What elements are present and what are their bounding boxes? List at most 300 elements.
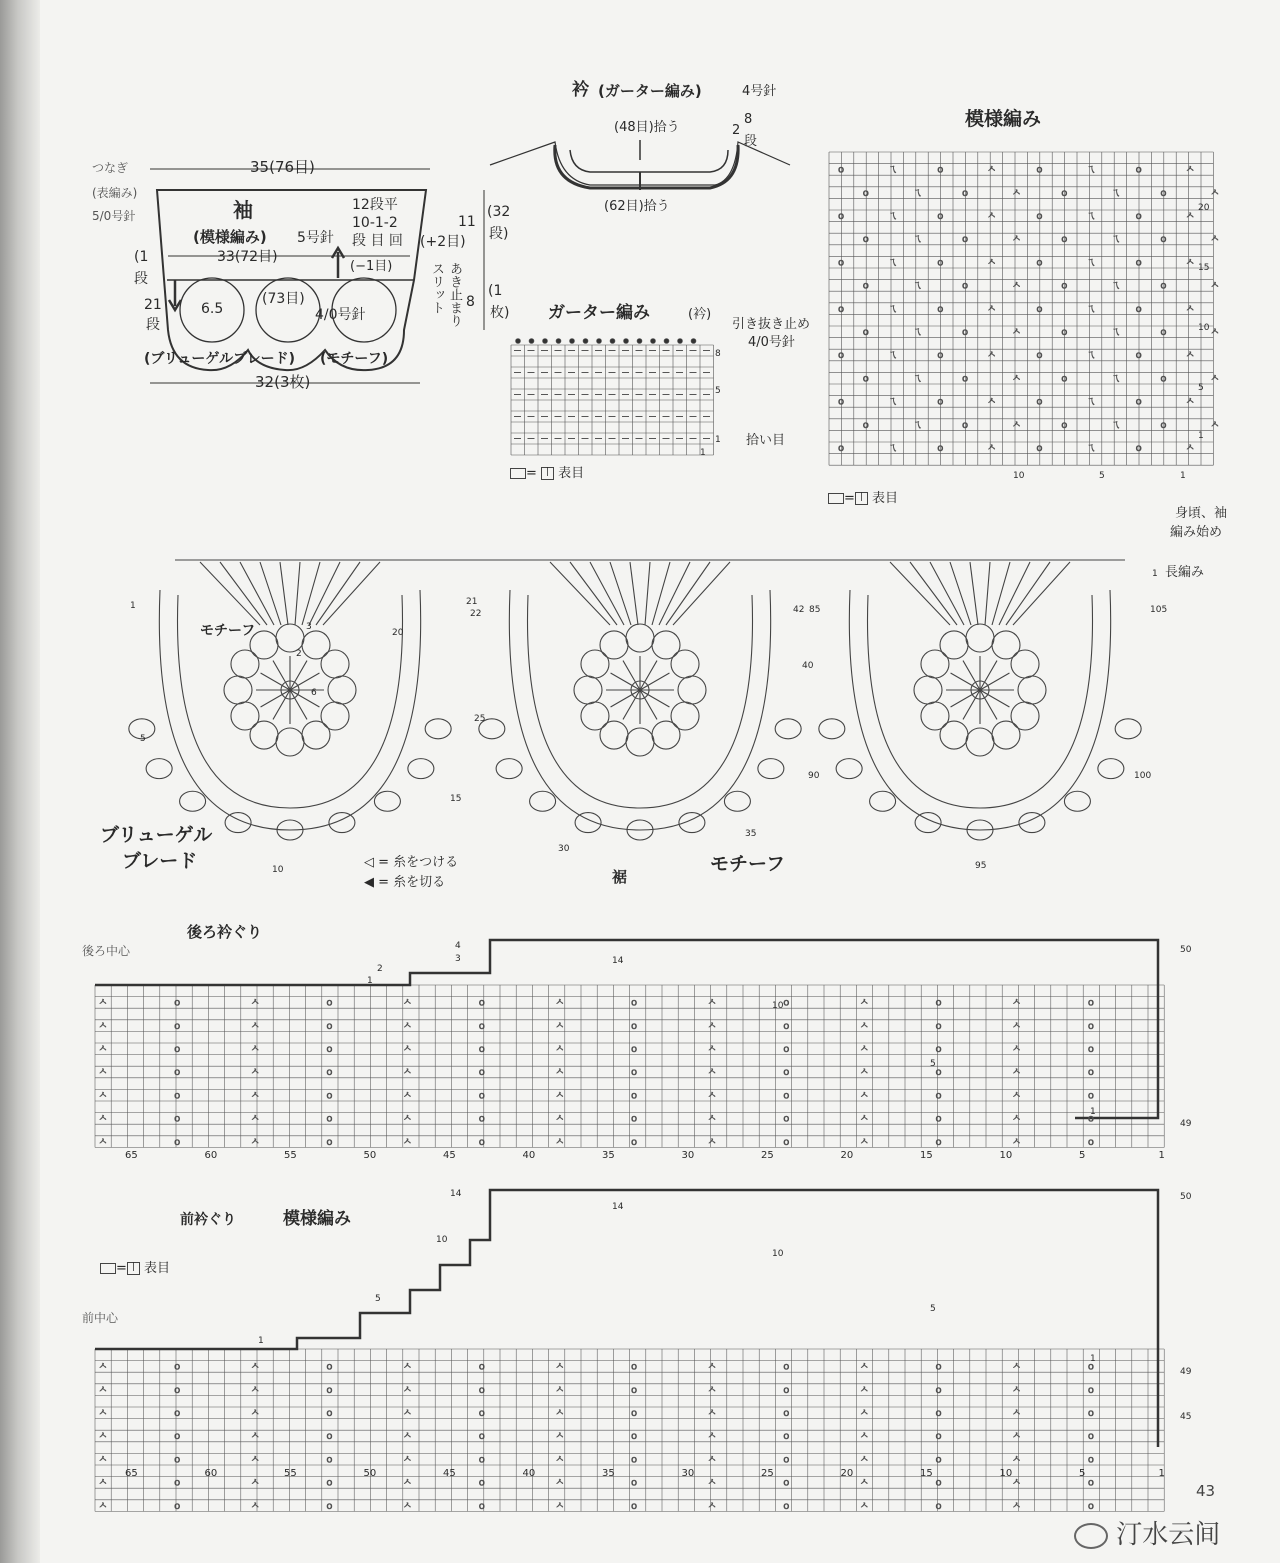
pick-rows-note: 拾い目 (746, 433, 786, 448)
chain-fan (673, 562, 730, 625)
motif-petal (921, 702, 949, 730)
col-tick: 45 (443, 1150, 456, 1161)
chain-fan (280, 562, 288, 625)
stitch-symbol: ㅅ (859, 1044, 870, 1055)
lace-num: 21 (466, 597, 478, 607)
lace-num: 22 (470, 609, 482, 619)
open-triangle-icon: ◁ (364, 855, 374, 870)
braid-loop (530, 791, 556, 811)
bind-off-dot (637, 339, 642, 344)
stitch-symbol: ㅅ (859, 1431, 870, 1443)
stitch-symbol: o (174, 1431, 181, 1443)
stitch-symbol: o (1135, 303, 1142, 315)
back-row-49: 49 (1180, 1119, 1192, 1129)
stitch-symbol: ㅅ (1011, 1384, 1022, 1396)
front-step: 5 (375, 1294, 381, 1304)
stitch-symbol: o (630, 1454, 638, 1466)
stitch-symbol: o (1135, 443, 1142, 454)
stitch-symbol: o (1135, 257, 1142, 269)
motif-petal (231, 702, 259, 730)
garter-tick-8: 8 (715, 349, 721, 359)
stitch-symbol: ㄟ (1086, 443, 1096, 454)
stitch-symbol: ㅅ (554, 1477, 565, 1489)
garter-title: ガーター編み (548, 303, 650, 323)
stitch-symbol: o (630, 1113, 638, 1125)
stitch-symbol: o (935, 1136, 942, 1148)
stitch-symbol: o (838, 211, 845, 222)
stitch-symbol: o (1087, 1067, 1094, 1079)
stitch-symbol: ㅅ (1011, 1067, 1022, 1079)
stitch-symbol: o (1036, 257, 1043, 269)
stitch-symbol: o (630, 1408, 638, 1419)
stitch-symbol: o (1160, 187, 1167, 199)
back-step: 3 (455, 954, 461, 964)
col-tick: 60 (204, 1150, 218, 1161)
stitch-symbol: ㅅ (98, 1020, 108, 1032)
lace-num: 85 (809, 605, 821, 615)
knit-symbol-icon: | (541, 467, 554, 480)
sleeve-needle: 5号針 (297, 230, 334, 246)
stitch-symbol: o (783, 1500, 790, 1512)
bind-off-dot (651, 339, 656, 344)
stitch-symbol: ㅅ (402, 1431, 413, 1443)
col-tick: 15 (920, 1150, 933, 1161)
stitch-symbol: o (1036, 164, 1043, 176)
start-note-2: 編み始め (1170, 525, 1223, 540)
stitch-symbol: ㄟ (1110, 419, 1121, 431)
one-piece-a: (1 (488, 283, 503, 299)
pattern-col-5: 5 (1099, 471, 1105, 481)
stitch-symbol: ㅅ (98, 1477, 108, 1489)
stitch-symbol: ㅅ (707, 1090, 717, 1102)
stitch-symbol: ㄟ (912, 280, 923, 292)
stitch-symbol: o (1160, 419, 1167, 431)
stitch-symbol: ㄟ (912, 373, 923, 385)
stitch-symbol: o (630, 1020, 638, 1032)
knit-symbol-icon: | (127, 1262, 140, 1275)
chain-fan (1006, 562, 1050, 625)
motif-petal (671, 702, 699, 730)
stitch-symbol: o (478, 1067, 485, 1079)
stitch-symbol: ㅅ (986, 211, 997, 222)
stitch-symbol: o (174, 997, 181, 1009)
stitch-symbol: ㅅ (554, 1090, 565, 1102)
motif-petal (940, 721, 968, 749)
front-pattern-title: 模様編み (283, 1209, 351, 1229)
stitch-symbol: ㅅ (1011, 1090, 1022, 1102)
stitch-symbol: o (326, 1500, 333, 1512)
stitch-symbol: o (326, 1090, 333, 1102)
motif-petal (940, 631, 968, 659)
motif-petal (574, 676, 602, 704)
col-tick: 30 (681, 1150, 695, 1161)
stitch-symbol: o (1061, 187, 1068, 199)
garter-stitch-grid (511, 339, 714, 456)
front-step: 1 (258, 1336, 264, 1346)
stitch-symbol: o (1087, 1408, 1094, 1419)
stitch-symbol: ㅅ (707, 1477, 717, 1489)
stitch-symbol: ㅅ (986, 257, 997, 269)
stitch-symbol: ㅅ (250, 1454, 260, 1466)
stitch-symbol: ㅅ (250, 1090, 260, 1102)
stitch-symbol: o (1160, 373, 1167, 385)
chain-fan (666, 562, 710, 625)
stitch-symbol: o (326, 1454, 333, 1466)
stitch-symbol: ㅅ (1185, 443, 1195, 454)
col-tick: 35 (602, 1468, 615, 1479)
stitch-symbol: o (1160, 327, 1167, 338)
front-legend: = | 表目 (100, 1262, 170, 1275)
motif-petal (652, 631, 680, 659)
stitch-symbol: o (1135, 396, 1142, 408)
chain-fan (309, 562, 340, 625)
stitch-symbol: o (935, 1477, 942, 1489)
stitch-symbol: o (174, 1067, 181, 1079)
stitch-symbol: o (1087, 1454, 1094, 1466)
col-tick: 65 (125, 1150, 138, 1161)
stitch-symbol: o (1160, 234, 1167, 246)
stitch-symbol: ㄟ (887, 396, 898, 408)
motif-petal (966, 624, 994, 652)
stitch-symbol: ㅅ (402, 1500, 413, 1512)
stitch-symbol: ㅅ (1011, 1361, 1022, 1373)
pattern-row-20: 20 (1198, 203, 1210, 213)
stitch-symbol: ㅅ (707, 1113, 717, 1125)
pattern-col-1: 1 (1180, 471, 1186, 481)
braid-title-2: ブレード (122, 850, 198, 872)
collar-rows-2: 2 (732, 123, 741, 138)
bind-off-dot (583, 339, 588, 344)
stitch-symbol: ㅅ (859, 1020, 870, 1032)
braid-loop (225, 813, 251, 833)
knit-symbol-icon: | (855, 492, 868, 505)
back-step: 4 (455, 941, 461, 951)
back-step: 1 (1090, 1107, 1096, 1117)
pattern-stitch-grid (829, 152, 1220, 465)
stitch-symbol: ㅅ (554, 1020, 565, 1032)
stitch-symbol: ㅅ (554, 1361, 565, 1373)
stitch-symbol: ㅅ (250, 1113, 260, 1125)
stitch-symbol: o (1087, 997, 1094, 1009)
motif-petal (224, 676, 252, 704)
stitch-symbol: o (783, 1477, 790, 1489)
lace-num: 42 (793, 605, 805, 615)
stitch-symbol: ㅅ (859, 1477, 870, 1489)
stitch-symbol: ㅅ (1011, 419, 1022, 431)
stitch-symbol: ㅅ (1185, 164, 1195, 176)
stitch-symbol: ㅅ (707, 1454, 717, 1466)
stitch-symbol: ㅅ (707, 1500, 717, 1512)
stitch-symbol: o (1087, 1500, 1094, 1512)
motif-petal (321, 650, 349, 678)
motif-petal (966, 728, 994, 756)
rows-21-a: 21 (144, 297, 162, 313)
chain-fan (950, 562, 971, 625)
stitch-symbol: o (326, 1408, 333, 1419)
braid-loop (329, 813, 355, 833)
join-note-3: 5/0号針 (92, 209, 136, 223)
stitch-symbol: o (838, 350, 845, 362)
bind-off-dot (691, 339, 696, 344)
stitch-symbol: ㅅ (554, 997, 565, 1009)
chain-fan (992, 562, 1010, 625)
lace-num: 10 (272, 865, 284, 875)
empty-square-icon (510, 468, 526, 479)
stitch-symbol: ㄟ (1110, 373, 1121, 385)
back-center-label: 後ろ中心 (82, 944, 131, 958)
stitch-symbol: ㅅ (1210, 373, 1220, 385)
stitch-symbol: o (630, 1431, 638, 1443)
braid-title-1: ブリューゲル (100, 824, 213, 846)
stitch-symbol: ㅅ (1185, 303, 1195, 315)
stitch-symbol: ㄟ (1086, 164, 1096, 176)
col-tick: 1 (1158, 1468, 1165, 1479)
stitch-symbol: ㄟ (912, 327, 923, 338)
stitch-symbol: o (478, 1113, 485, 1125)
stitch-symbol: o (630, 1500, 638, 1512)
stitch-symbol: ㄟ (887, 257, 898, 269)
stitch-symbol: ㅅ (250, 1408, 260, 1419)
stitch-symbol: ㅅ (707, 1020, 717, 1032)
stitch-symbol: ㄟ (1110, 327, 1121, 338)
motif-petal (231, 650, 259, 678)
lace-num: 20 (392, 628, 404, 638)
lace-num: 6 (311, 688, 317, 698)
stitch-symbol: o (1061, 234, 1068, 246)
bind-off-dot (624, 339, 629, 344)
stitch-symbol: o (1036, 211, 1043, 222)
stitch-symbol: o (935, 1361, 942, 1373)
col-tick: 55 (284, 1150, 297, 1161)
stitch-symbol: ㅅ (250, 1477, 260, 1489)
stitch-symbol: o (937, 396, 944, 408)
cut-legend (364, 876, 445, 889)
pattern-col-10: 10 (1013, 471, 1025, 481)
chain-fan (302, 562, 320, 625)
stitch-symbol: o (174, 1044, 181, 1055)
stitch-symbol: ㅅ (98, 997, 108, 1009)
bind-off-dot (529, 339, 534, 344)
stitch-symbol: ㅅ (1011, 1431, 1022, 1443)
stitch-symbol: ㅅ (859, 1500, 870, 1512)
stitch-symbol: o (935, 1454, 942, 1466)
stitch-symbol: o (1087, 1477, 1094, 1489)
stitch-symbol: ㅅ (707, 1361, 717, 1373)
stitch-symbol: o (174, 1090, 181, 1102)
collar-rows-dan: 段 (744, 134, 758, 149)
motif-petal (276, 624, 304, 652)
bind-off-needle: 4/0号針 (748, 335, 795, 350)
motif-petal (1018, 676, 1046, 704)
motif-petal (600, 721, 628, 749)
garter-col-tick-1: 1 (700, 448, 706, 458)
stitch-symbol: o (783, 1020, 790, 1032)
pattern-row-1: 1 (1198, 431, 1204, 441)
stitch-symbol: ㅅ (98, 1454, 108, 1466)
braid-loop (1098, 759, 1124, 779)
stitch-symbol: o (937, 164, 944, 176)
rows-8: 8 (466, 294, 475, 310)
lace-hem-diagram (129, 560, 1141, 840)
stitch-symbol: ㅅ (707, 1044, 717, 1055)
stitch-symbol: o (174, 1477, 181, 1489)
braid-loop (575, 813, 601, 833)
stitch-symbol: o (1036, 443, 1043, 454)
front-center-label: 前中心 (82, 1311, 119, 1325)
motif-petal (921, 650, 949, 678)
stitch-symbol: o (478, 1020, 485, 1032)
stitch-symbol: o (962, 234, 969, 246)
stitch-symbol: o (1160, 280, 1167, 292)
stitch-symbol: ㅅ (98, 1500, 108, 1512)
chain-fan (1013, 562, 1070, 625)
stitch-symbol: o (838, 164, 845, 176)
sleeve-title: 袖 (233, 198, 253, 222)
stitch-symbol: o (935, 1067, 942, 1079)
chain-fan (295, 562, 300, 625)
col-tick: 25 (761, 1150, 774, 1161)
page-number: 43 (1196, 1482, 1216, 1500)
motif-petal (626, 624, 654, 652)
collar-pick-48: (48目)拾う (614, 120, 680, 135)
motif-label: (モチーフ) (320, 351, 389, 367)
col-tick: 20 (840, 1468, 854, 1479)
stitch-symbol: ㅅ (250, 1044, 260, 1055)
motif-petal (328, 676, 356, 704)
motif-petal (1011, 650, 1039, 678)
stitch-symbol: ㄟ (1110, 187, 1121, 199)
sleeve-pattern: (模様編み) (193, 228, 267, 246)
stitch-symbol: o (862, 419, 869, 431)
stitch-symbol: ㅅ (402, 1477, 413, 1489)
stitch-symbol: ㅅ (707, 1431, 717, 1443)
chain-fan (200, 562, 260, 625)
lace-num: 100 (1134, 771, 1152, 781)
empty-square-icon (100, 1263, 116, 1274)
col-tick: 50 (363, 1150, 377, 1161)
lace-num: 1 (130, 601, 136, 611)
bind-off-dot (570, 339, 575, 344)
lace-num: 105 (1150, 605, 1168, 615)
stitch-symbol: ㄟ (887, 443, 898, 454)
rows-21-b: 段 (146, 317, 160, 333)
col-tick: 65 (125, 1468, 138, 1479)
chain-fan (240, 562, 274, 625)
stitch-symbol: ㅅ (250, 1384, 260, 1396)
bind-off-dot (516, 339, 521, 344)
cut-legend-text: = 糸を切る (378, 875, 446, 890)
collar-title: 衿 (572, 80, 589, 100)
col-tick: 25 (761, 1468, 774, 1479)
stitch-symbol: o (630, 1477, 638, 1489)
stitch-symbol: o (478, 1136, 485, 1148)
collar-pattern: (ガーター編み) (598, 82, 702, 100)
stitch-symbol: o (783, 997, 790, 1009)
stitch-symbol: o (326, 1136, 333, 1148)
stitch-symbol: ㅅ (98, 1044, 108, 1055)
stitch-symbol: o (935, 1044, 942, 1055)
stitch-symbol: ㅅ (707, 1408, 717, 1419)
motif-petal (914, 676, 942, 704)
back-row-50: 50 (1180, 945, 1192, 955)
stitch-symbol: ㅅ (1011, 1020, 1022, 1032)
attach-legend (364, 856, 458, 869)
stitch-symbol: ㅅ (402, 1408, 413, 1419)
stitch-symbol: ㅅ (1011, 1408, 1022, 1419)
stitch-symbol: o (1087, 1044, 1094, 1055)
stitch-symbol: o (174, 1136, 181, 1148)
stitch-symbol: o (478, 1090, 485, 1102)
stitch-symbol: ㅅ (1185, 257, 1195, 269)
stitch-symbol: ㅅ (250, 1136, 260, 1148)
col-tick: 5 (1079, 1468, 1086, 1479)
lace-num: 2 (296, 649, 302, 659)
stitch-symbol: ㅅ (1011, 373, 1022, 385)
stitch-symbol: o (935, 1431, 942, 1443)
stitch-symbol: o (630, 1136, 638, 1148)
stitch-symbol: ㅅ (402, 1044, 413, 1055)
stitch-symbol: ㅅ (98, 1361, 108, 1373)
stitch-symbol: ㅅ (707, 997, 717, 1009)
stitch-symbol: ㄟ (912, 419, 923, 431)
motif-petal (1011, 702, 1039, 730)
stitch-symbol: ㅅ (859, 1067, 870, 1079)
stitch-symbol: ㅅ (402, 1113, 413, 1125)
front-neckline-grid (95, 1190, 1164, 1512)
rows-32-b: 段) (489, 226, 509, 242)
chain-fan (316, 562, 360, 625)
stitch-symbol: ㅅ (1185, 396, 1195, 408)
front-row-45: 45 (1180, 1412, 1192, 1422)
braid-loop (758, 759, 784, 779)
stitch-symbol: o (326, 1020, 333, 1032)
stitch-symbol: o (783, 1408, 790, 1419)
motif-petal (671, 650, 699, 678)
braid-loop (1019, 813, 1045, 833)
stitch-symbol: o (1061, 419, 1068, 431)
stitch-symbol: o (174, 1408, 181, 1419)
braid-loop (775, 719, 801, 739)
lace-num: 90 (808, 771, 820, 781)
stitch-symbol: o (326, 1044, 333, 1055)
stitch-symbol: ㅅ (402, 1090, 413, 1102)
stitch-symbol: o (326, 1431, 333, 1443)
sleeve-bottom-width: 32(3枚) (255, 373, 311, 391)
motif-petal (581, 702, 609, 730)
stitch-symbol: o (1135, 350, 1142, 362)
motif-petal (600, 631, 628, 659)
back-neck-title: 後ろ衿ぐり (187, 923, 263, 941)
stitch-symbol: ㅅ (98, 1384, 108, 1396)
col-tick: 5 (1079, 1150, 1086, 1161)
stitch-symbol: o (1135, 164, 1142, 176)
stitch-symbol: ㅅ (986, 350, 997, 362)
stitch-symbol: ㄟ (1110, 280, 1121, 292)
front-step: 14 (612, 1202, 624, 1212)
back-step: 2 (377, 964, 383, 974)
stitch-symbol: o (478, 1361, 485, 1373)
stitch-symbol: o (935, 1113, 942, 1125)
stitch-symbol: ㅅ (554, 1454, 565, 1466)
stitch-symbol: o (1087, 1090, 1094, 1102)
hem-label: 裾 (612, 868, 628, 886)
col-tick: 35 (602, 1150, 615, 1161)
pattern-row-10: 10 (1198, 323, 1210, 333)
col-tick: 30 (681, 1468, 695, 1479)
stitch-symbol: ㅅ (402, 997, 413, 1009)
stitch-symbol: ㄟ (1086, 211, 1096, 222)
one-row-a: (1 (134, 249, 149, 265)
